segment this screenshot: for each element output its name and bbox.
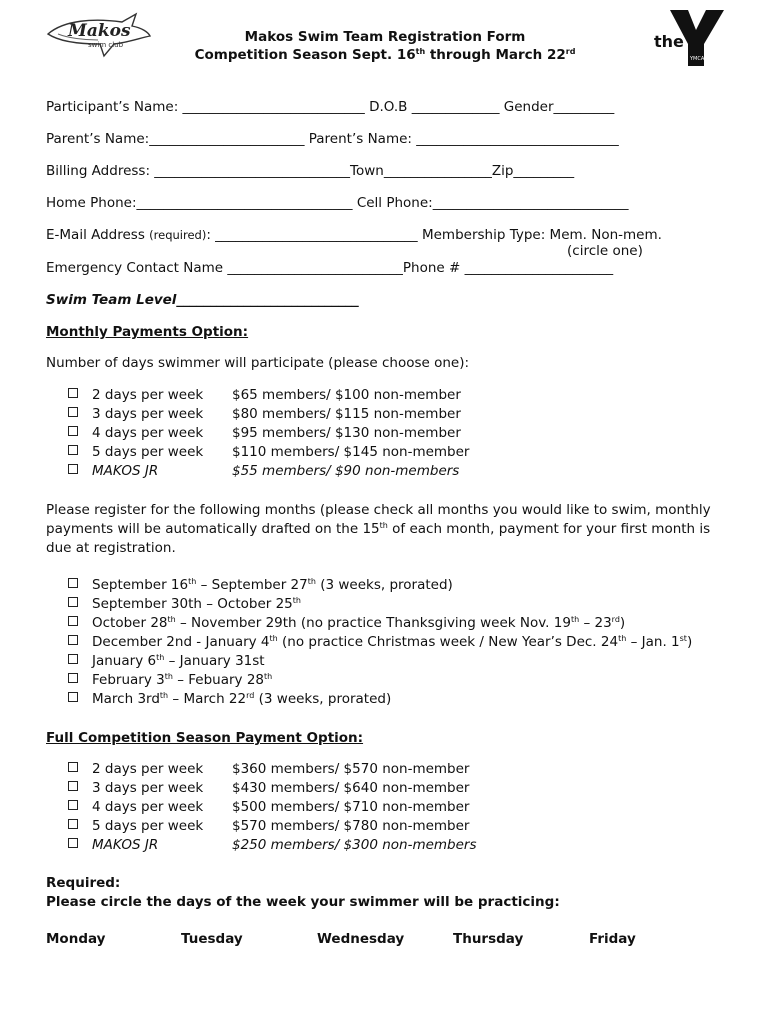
full-option-price: $570 members/ $780 non-member [232,818,470,834]
monthly-option-price: $65 members/ $100 non-member [232,387,461,403]
monthly-option-row[interactable]: 3 days per week [68,406,203,422]
month-option-row[interactable]: December 2nd - January 4th (no practice Christmas week / New Year’s Dec. 24th – Jan. 1st) [68,634,692,650]
day-thursday[interactable]: Thursday [453,931,524,947]
monthly-option-row[interactable]: MAKOS JR [68,463,158,479]
checkbox[interactable] [68,673,78,683]
month-option-row[interactable]: February 3th – Febuary 28th [68,672,272,688]
months-intro-line1: Please register for the following months (please check all months you would like to swim, monthly [46,502,711,518]
full-option-price: $250 members/ $300 non-members [232,837,477,853]
checkbox[interactable] [68,616,78,626]
day-wednesday[interactable]: Wednesday [317,931,405,947]
form-title: Makos Swim Team Registration Form [244,29,526,45]
month-option-row[interactable]: September 16th – September 27th (3 weeks, prorated) [68,577,453,593]
full-option-price: $500 members/ $710 non-member [232,799,470,815]
monthly-option-row[interactable]: 4 days per week [68,425,203,441]
monthly-option-price: $110 members/ $145 non-member [232,444,470,460]
checkbox[interactable] [68,426,78,436]
month-option-row[interactable]: October 28th – November 29th (no practice Thanksgiving week Nov. 19th – 23rd) [68,615,625,631]
makos-logo-subtext: swim club [88,41,124,49]
checkbox[interactable] [68,819,78,829]
checkbox[interactable] [68,464,78,474]
monthly-option-price: $95 members/ $130 non-member [232,425,461,441]
monthly-option-price: $80 members/ $115 non-member [232,406,461,422]
checkbox[interactable] [68,635,78,645]
month-option-row[interactable]: January 6th – January 31st [68,653,265,669]
full-option-row[interactable]: MAKOS JR [68,837,158,853]
ymca-logo-the: the [654,32,684,51]
day-tuesday[interactable]: Tuesday [181,931,243,947]
full-option-row[interactable]: 2 days per week [68,761,203,777]
monthly-option-price: $55 members/ $90 non-members [232,463,460,479]
email-membership-field[interactable]: E-Mail Address (required): ______________________________ Membership Type: Mem. Non-mem. [46,227,662,243]
day-monday[interactable]: Monday [46,931,106,947]
full-option-row[interactable]: 5 days per week [68,818,203,834]
full-season-heading: Full Competition Season Payment Option: [46,730,364,746]
full-option-row[interactable]: 3 days per week [68,780,203,796]
day-friday[interactable]: Friday [589,931,636,947]
month-option-row[interactable]: September 30th – October 25th [68,596,301,612]
full-option-row[interactable]: 4 days per week [68,799,203,815]
phone-fields[interactable]: Home Phone:________________________________ Cell Phone:_____________________________ [46,195,629,211]
ymca-logo-sub: YMCA [690,56,705,62]
full-option-price: $360 members/ $570 non-member [232,761,470,777]
month-option-row[interactable]: March $3rd^{th}$ – March 22rd (3 weeks, prorated) [68,691,391,707]
form-subtitle: Competition Season Sept. 16th through March 22rd [194,47,576,63]
checkbox[interactable] [68,388,78,398]
checkbox[interactable] [68,654,78,664]
checkbox[interactable] [68,762,78,772]
checkbox[interactable] [68,800,78,810]
monthly-option-row[interactable]: 5 days per week [68,444,203,460]
checkbox[interactable] [68,597,78,607]
months-intro-line2: payments will be automatically drafted on the 15th of each month, payment for your first month is [46,521,711,537]
checkbox[interactable] [68,692,78,702]
circle-one-note: (circle one) [567,243,643,259]
checkbox[interactable] [68,781,78,791]
parent-name-fields[interactable]: Parent’s Name:_______________________ Parent’s Name: ______________________________ [46,131,619,147]
checkbox[interactable] [68,578,78,588]
makos-logo-text: Makos [68,21,131,41]
billing-address-field[interactable]: Billing Address: _____________________________Town________________Zip_________ [46,163,575,179]
monthly-option-row[interactable]: 2 days per week [68,387,203,403]
required-instruction: Please circle the days of the week your swimmer will be practicing: [46,894,560,910]
monthly-prompt: Number of days swimmer will participate (please choose one): [46,355,470,371]
required-label: Required: [46,875,121,891]
months-intro-line3: due at registration. [46,540,176,556]
participant-name-field[interactable]: Participant’s Name: ___________________________ D.O.B _____________ Gender_________ [46,99,615,115]
emergency-contact-field[interactable]: Emergency Contact Name __________________________Phone # ______________________ [46,260,614,276]
full-option-price: $430 members/ $640 non-member [232,780,470,796]
swim-team-level-field[interactable]: Swim Team Level___________________________ [46,292,359,308]
checkbox[interactable] [68,838,78,848]
checkbox[interactable] [68,445,78,455]
checkbox[interactable] [68,407,78,417]
monthly-payments-heading: Monthly Payments Option: [46,324,249,340]
